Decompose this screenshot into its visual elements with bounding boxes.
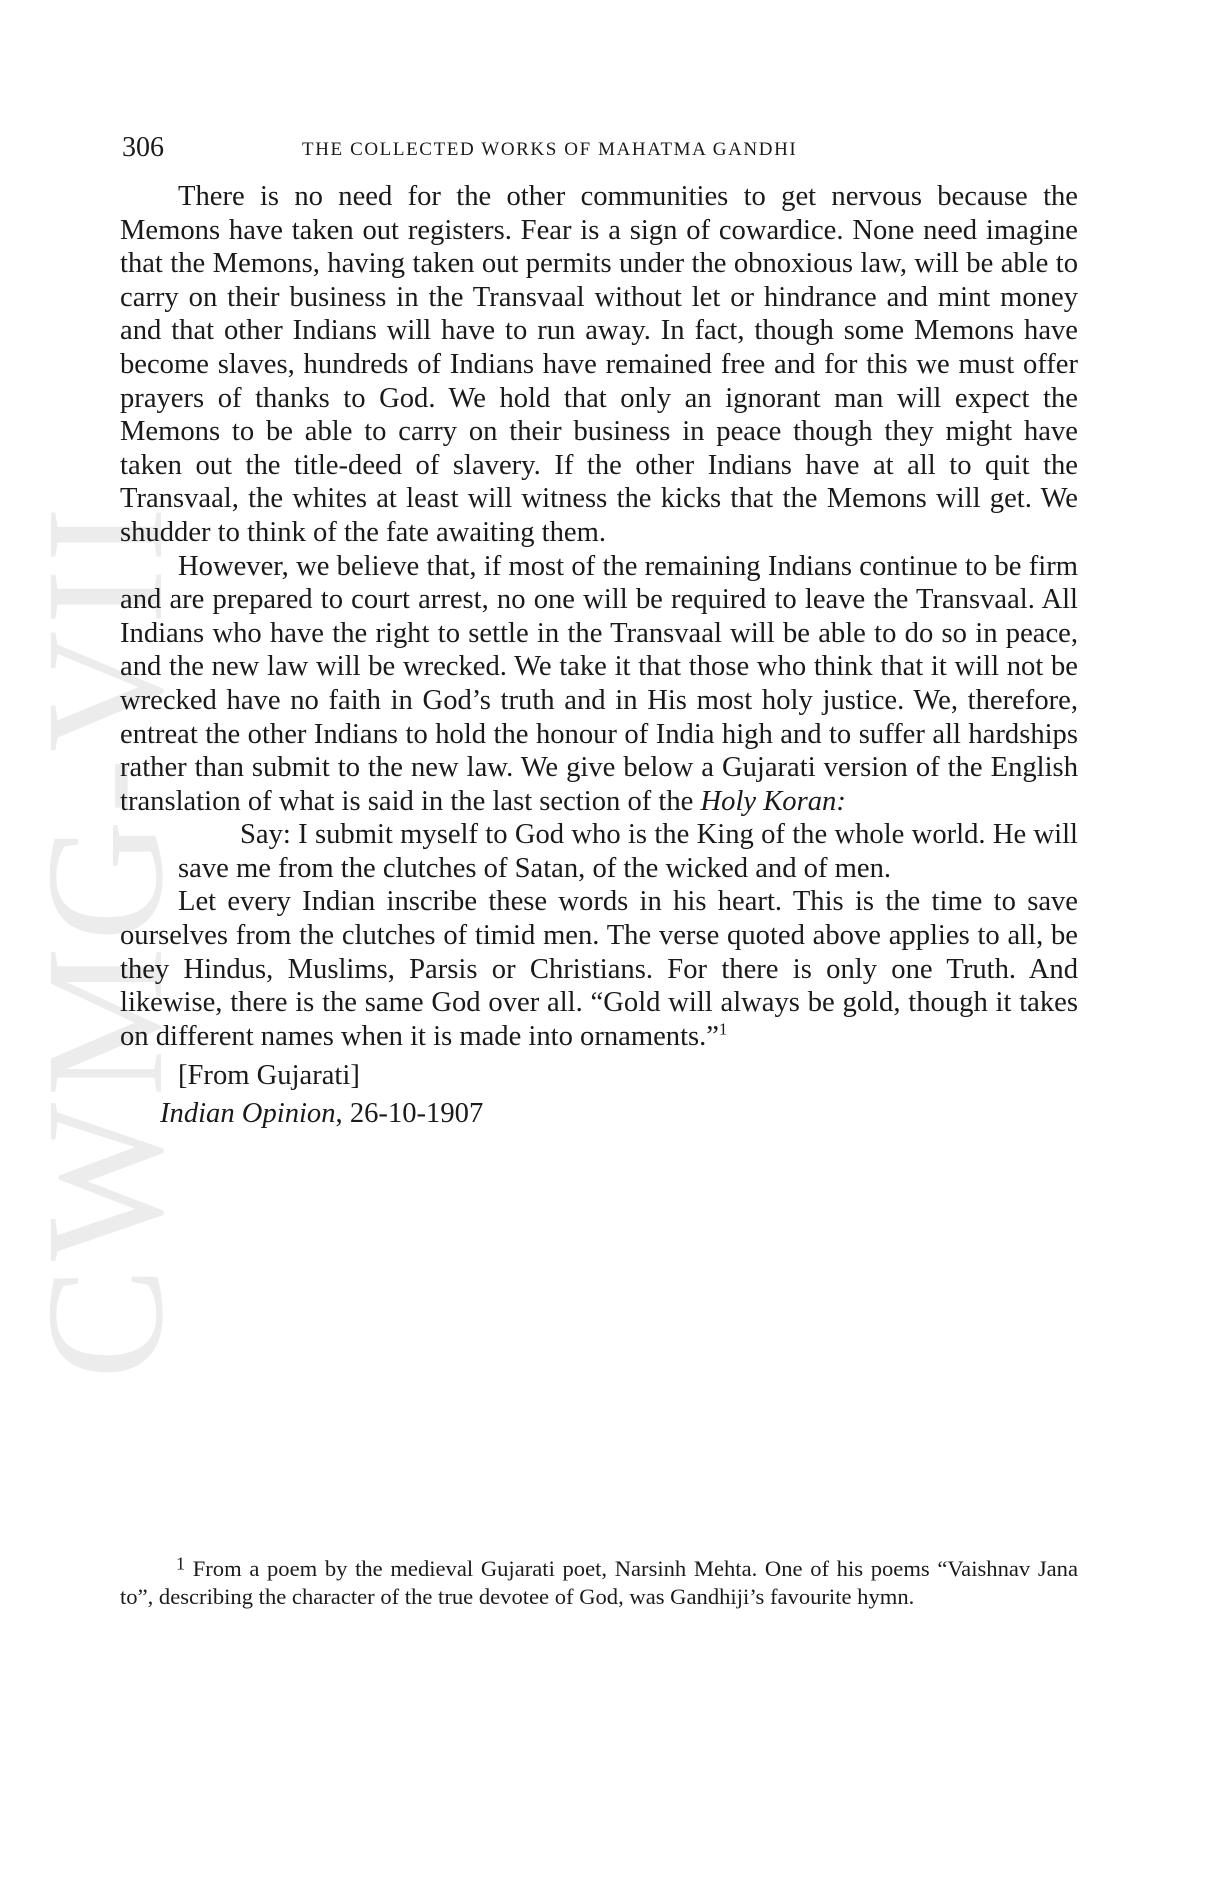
footnotes: [120, 1555, 1078, 1612]
article-body: [120, 180, 1078, 1131]
quoted-verse: Say: I submit myself to God who is the King of the whole world. He will save me from the clutches of Satan, of the wicked and of men.: [178, 819, 1078, 884]
paragraph-3: [120, 885, 1078, 1053]
citation: [120, 1097, 1078, 1131]
watermark-text: CWMG-VII: [12, 500, 198, 1380]
publication-date: , 26-10-1907: [335, 1098, 484, 1130]
header-title: THE COLLECTED WORKS OF MAHATMA GANDHI: [302, 139, 798, 160]
paragraph-3-text: Let every Indian inscribe these words in his heart. This is the time to save ourselves from the clutches of timid men. The verse quoted above applies to all, be they Hindus, Muslims, Parsis or Christians. For there is only one Truth. And likewise, there is the same God over all. “Gold will always be gold, though it takes on different names when it is made into ornaments.”: [120, 886, 1078, 1052]
footnote-1: [120, 1555, 1078, 1612]
page-number: 306: [122, 132, 164, 163]
footnote-marker: 1: [176, 1553, 186, 1574]
running-head: [122, 128, 1077, 168]
footnote-text: From a poem by the medieval Gujarati poet, Narsinh Mehta. One of his poems “Vaishnav Jana to”, describing the character of the true devotee of God, was Gandhiji’s favourite hymn.: [120, 1556, 1078, 1610]
publication-name: Indian Opinion: [160, 1098, 336, 1130]
footnote-reference: 1: [719, 1019, 728, 1039]
paragraph-1: There is no need for the other communities to get nervous because the Memons have taken out registers. Fear is a sign of cowardice. None need imagine that the Memons, having taken out permits under the obnoxious law, will be able to carry on their business in the Transvaal without let or hindrance and mint money and that other Indians will have to run away. In fact, though some Memons have become slaves, hundreds of Indians have remained free and for this we must offer prayers of thanks to God. We hold that only an ignorant man will expect the Memons to be able to carry on their business in peace though they might have taken out the title-deed of slavery. If the other Indians have at all to quit the Transvaal, the whites at least will witness the kicks that the Memons will get. We shudder to think of the fate awaiting them.: [120, 181, 1078, 548]
source-note: [From Gujarati]: [178, 1060, 360, 1092]
paragraph-2-text: However, we believe that, if most of the remaining Indians continue to be firm and are prepared to court arrest, no one will be required to leave the Transvaal. All Indians who have the right to settle in the Transvaal will be able to do so in peace, and the new law will be wrecked. We take it that those who think that it will not be wrecked have no faith in God’s truth and in His most holy justice. We, therefore, entreat the other Indians to hold the honour of India high and to suffer all hardships rather than submit to the new law. We give below a Gujarati version of the English translation of what is said in the last section of the: [120, 550, 1078, 817]
holy-koran-title: Holy Koran:: [700, 785, 846, 817]
paragraph-2: [120, 550, 1078, 819]
